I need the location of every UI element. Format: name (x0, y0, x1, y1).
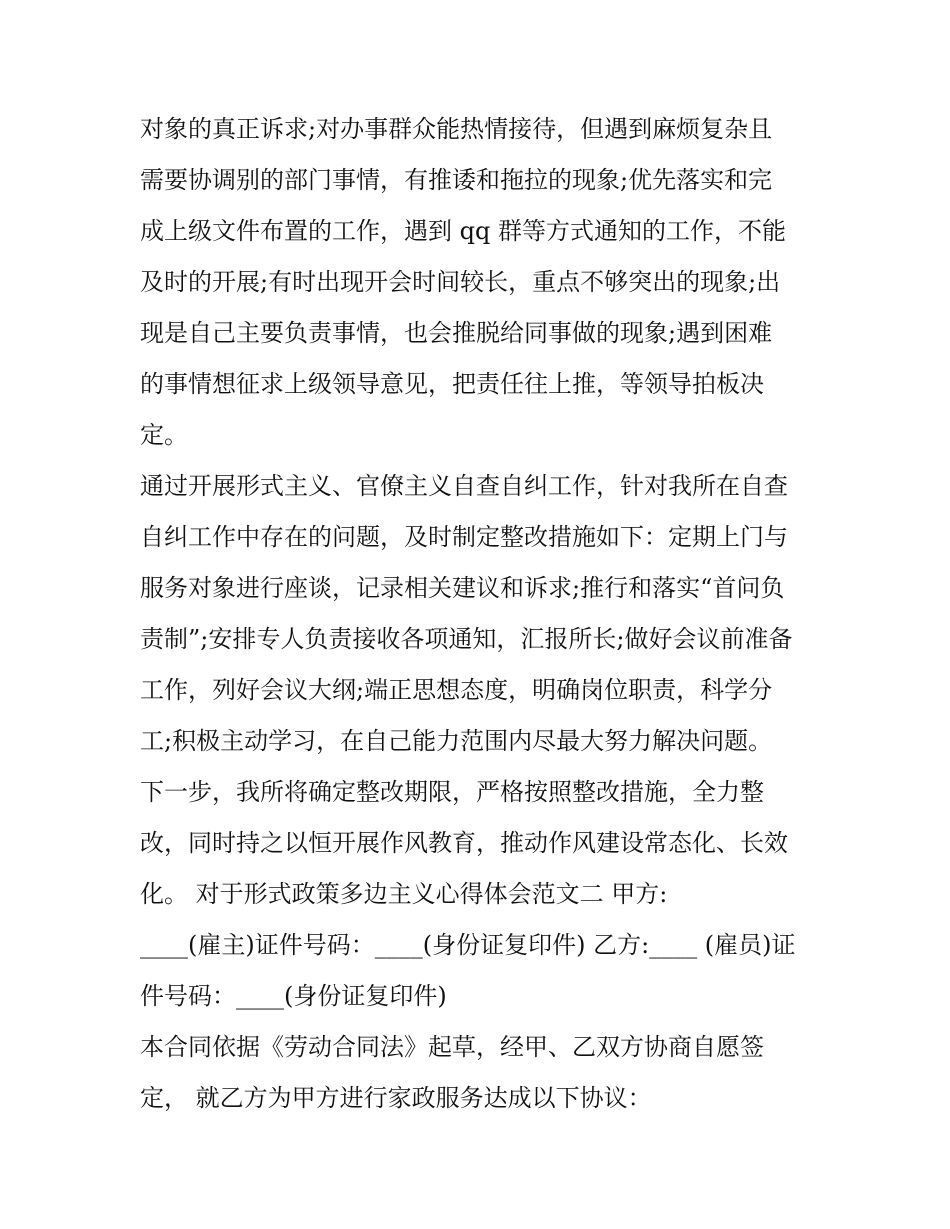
text-line: 成上级文件布置的工作，遇到 qq 群等方式通知的工作，不能 (140, 217, 786, 245)
text-line: 工;积极主动学习，在自己能力范围内尽最大努力解决问题。 (140, 727, 773, 755)
text-line: 责制”;安排专人负责接收各项通知，汇报所长;做好会议前准备 (140, 625, 793, 653)
text-line: 定， 就乙方为甲方进行家政服务达成以下协议： (140, 1084, 652, 1112)
text-line: 本合同依据《劳动合同法》起草，经甲、乙双方协商自愿签 (140, 1033, 764, 1061)
text-line: 定。 (140, 421, 188, 449)
text-line: 下一步，我所将确定整改期限，严格按照整改措施，全力整 (140, 778, 764, 806)
text-line: 及时的开展;有时出现开会时间较长，重点不够突出的现象;出 (140, 268, 781, 296)
text-line: 改，同时持之以恒开展作风教育，推动作风建设常态化、长效 (140, 829, 788, 857)
text-line: 服务对象进行座谈，记录相关建议和诉求;推行和落实“首问负 (140, 574, 785, 602)
text-line: 通过开展形式主义、官僚主义自查自纠工作，针对我所在自查 (140, 472, 788, 500)
text-line: 自纠工作中存在的问题，及时制定整改措施如下：定期上门与 (140, 523, 788, 551)
text-line: 化。 对于形式政策多边主义心得体会范文二 甲方: (140, 880, 668, 908)
text-line: 工作，列好会议大纲;端正思想态度，明确岗位职责，科学分 (140, 676, 773, 704)
document-body (140, 104, 820, 1124)
text-line: 现是自己主要负责事情，也会推脱给同事做的现象;遇到困难 (140, 319, 773, 347)
text-line: 的事情想征求上级领导意见，把责任往上推，等领导拍板决 (140, 370, 764, 398)
text-line: 件号码：____(身份证复印件) (140, 982, 447, 1010)
text-line: ____(雇主)证件号码：____(身份证复印件) 乙方:____ (雇员)证 (140, 931, 796, 959)
text-line: 对象的真正诉求;对办事群众能热情接待，但遇到麻烦复杂且 (140, 115, 773, 143)
text-line: 需要协调别的部门事情，有推诿和拖拉的现象;优先落实和完 (140, 166, 773, 194)
